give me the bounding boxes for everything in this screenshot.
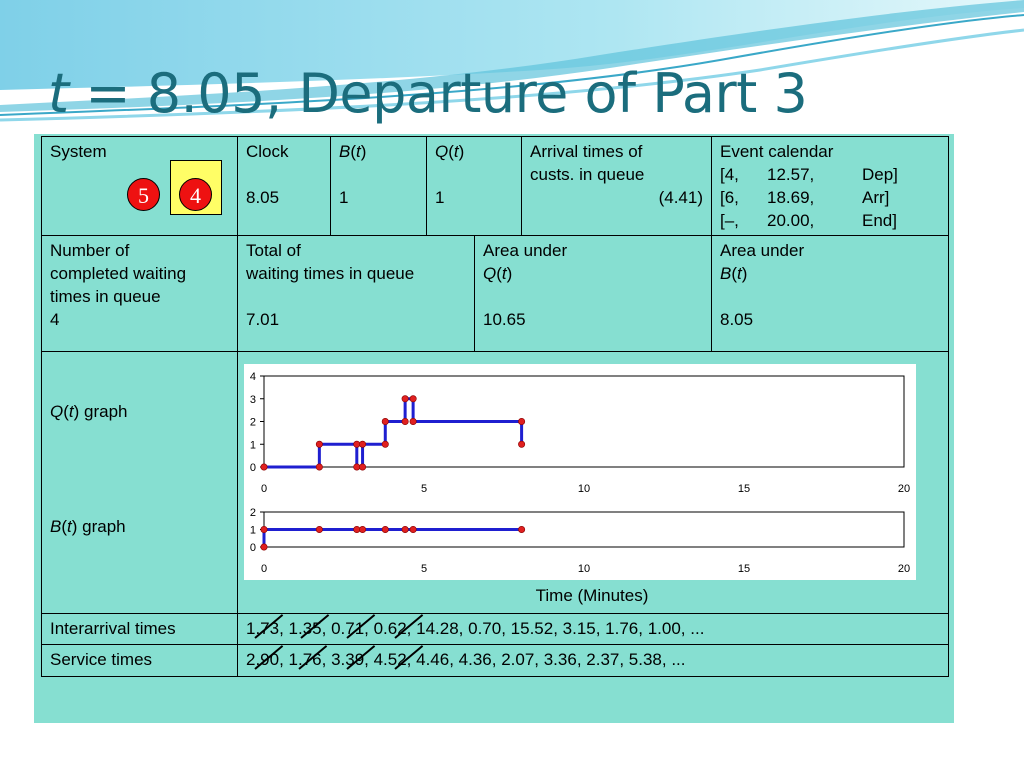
total-waiting-cell [237,235,475,352]
y-tick-label: 0 [249,542,256,554]
total-label-line2: waiting times in queue [246,264,415,283]
busy-value: 1 [339,188,349,207]
data-point [359,441,365,447]
arrival-label-line1: Arrival times of [530,142,643,161]
arrival-value: (4.41) [658,188,703,207]
title-text: = 8.05, Departure of Part 3 [68,62,808,125]
completed-label-line3: times in queue [50,287,161,306]
data-point [402,526,408,532]
x-tick-label: 20 [897,563,911,575]
queue-value: 1 [435,188,445,207]
data-point [382,441,388,447]
interarrival-values: 1.73, 1.35, 0.71, 0.62, 14.28, 0.70, 15.52, 3.15, 1.76, 1.00, ... [246,619,705,638]
event-calendar-label: Event calendar [720,142,834,161]
interarrival-label-cell [41,613,238,645]
data-point [382,418,388,424]
b-graph-label: B(t) graph [50,517,126,536]
clock-value: 8.05 [246,188,280,207]
busy-cell [330,136,427,236]
completed-label-line1: Number of [50,241,130,260]
service-label-cell [41,644,238,677]
total-label-line1: Total of [246,241,301,260]
area-q-label: Area under [483,241,568,260]
queue-label: Q(t) [435,142,465,161]
system-label: System [50,142,107,161]
interarrival-values-cell [237,613,949,645]
total-value: 7.01 [246,310,280,329]
x-tick-label: 5 [420,563,428,575]
data-point [316,464,322,470]
y-tick-label: 4 [249,371,256,383]
area-b-cell [711,235,949,352]
completed-waits-cell [41,235,238,352]
area-q-cell [474,235,712,352]
data-point [410,526,416,532]
queued-part-circle: 5 [127,178,160,211]
completed-value: 4 [50,310,60,329]
slide-title [48,62,807,125]
data-point [402,418,408,424]
x-tick-label: 0 [260,483,268,495]
x-tick-label: 15 [737,483,751,495]
data-point [261,544,267,550]
x-tick-label: 10 [577,483,591,495]
service-label: Service times [50,650,153,669]
title-variable: t [48,62,69,125]
data-point [354,464,360,470]
y-tick-label: 2 [249,416,256,429]
y-tick-label: 1 [249,439,256,452]
x-tick-label: 5 [420,483,428,495]
area-q-value: 10.65 [483,310,526,329]
data-point [354,526,360,532]
data-point [359,464,365,470]
y-tick-label: 3 [249,393,256,406]
data-point [410,418,416,424]
x-tick-label: 15 [737,563,751,575]
area-b-var: B(t) [720,264,748,283]
event-entry: [–, 20.00, End] [720,211,897,230]
data-point [382,526,388,532]
queue-cell [426,136,522,236]
data-point [261,464,267,470]
service-values: 2.90, 1.76, 3.39, 4.52, 4.46, 4.36, 2.07, 3.36, 2.37, 5.38, ... [246,650,686,669]
data-point [354,441,360,447]
interarrival-label: Interarrival times [50,619,176,638]
data-point [410,396,416,402]
x-tick-label: 10 [577,563,591,575]
completed-label-line2: completed waiting [50,264,187,283]
clock-cell [237,136,331,236]
y-tick-label: 2 [249,507,256,519]
arrival-label-line2: custs. in queue [530,165,645,184]
event-calendar-cell [711,136,949,236]
y-tick-label: 0 [249,462,256,474]
area-q-var: Q(t) [483,264,513,283]
x-tick-label: 0 [260,563,268,575]
data-point [316,526,322,532]
y-tick-label: 1 [249,524,256,537]
data-point [402,396,408,402]
data-point [518,441,524,447]
service-values-cell [237,644,949,677]
graph-labels-cell [41,351,238,614]
arrival-times-cell [521,136,712,236]
data-point [359,526,365,532]
x-tick-label: 20 [897,483,911,495]
data-point [518,418,524,424]
area-b-label: Area under [720,241,805,260]
event-entry: [4, 12.57, Dep] [720,165,898,184]
q-graph-label: Q(t) graph [50,402,128,421]
clock-label: Clock [246,142,289,161]
data-point [518,526,524,532]
x-axis-title: Time (Minutes) [535,586,649,605]
busy-label: B(t) [339,142,367,161]
queue-busy-graphs [244,364,916,605]
data-point [316,441,322,447]
in-service-part-circle: 4 [179,178,212,211]
area-b-value: 8.05 [720,310,754,329]
event-entry: [6, 18.69, Arr] [720,188,890,207]
data-point [261,526,267,532]
